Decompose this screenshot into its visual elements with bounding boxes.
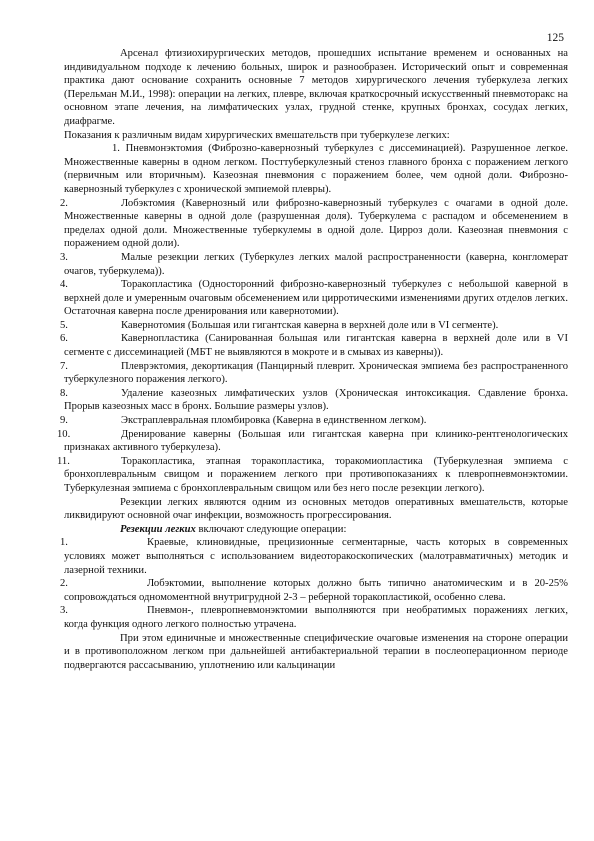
item-text: Дренирование каверны (Большая или гигантская каверна при клинико-рентгенологических признаках активного туберкулеза). <box>64 428 568 454</box>
item-number: 9. <box>60 415 68 427</box>
item-text: Удаление казеозных лимфатических узлов (Хроническая интоксикация. Сдавление бронха. Прорыв казеозных масс в бронх. Большие размеры узлов). <box>64 387 568 413</box>
item-number: 8. <box>60 387 68 399</box>
list-item <box>60 278 568 319</box>
item-text: Пневмон-, плевропневмонэктомии выполняются при необратимых поражениях легких, когда функция одного легкого полностью утрачена. <box>64 605 568 630</box>
item-text: Плеврэктомия, декортикация (Панцирный плеврит. Хроническая эмпиема без распространенного туберкулезного поражения легкого). <box>64 360 568 386</box>
list-item <box>60 360 568 387</box>
item-text: Кавернопластика (Санированная большая или гигантская каверна в верхней доле или в VI сегменте с диссеминацией (МБТ не выявляются в мокроте и в смывах из каверны)). <box>64 333 568 359</box>
item-text: Торакопластика (Односторонний фиброзно-кавернозный туберкулез с небольшой каверной в верхней доле и умеренным очаговым обсеменением или цирротическими изменениями других отделов легких. Остаточная каверна после дренирования или кавернотомии). <box>64 279 568 318</box>
list-item <box>60 319 568 333</box>
resections-list <box>60 536 568 631</box>
list-item <box>60 414 568 428</box>
item-text: Торакопластика, этапная торакопластика, торакомиопластика (Туберкулезная эмпиема с бронхоплевральным свищом и поражением легкого при противопоказаниях к плевропневмонэктомии. Туберкулезная эмпиема с бронхоплевральным свищом или без него после резекции легкого). <box>64 455 568 494</box>
resection-lead-rest: включают следующие операции: <box>195 523 347 535</box>
list-item <box>64 142 568 196</box>
resection-lead-bold: Резекции легких <box>120 523 196 535</box>
indications-list <box>57 142 568 495</box>
list-item <box>60 197 568 251</box>
item-text: Пневмонэктомия (Фиброзно-кавернозный туберкулез с диссеминацией). Разрушенное легкое. Множественные каверны в одном легком. Посттуберкулезный стеноз главного бронха с поражением легкого (первичным или вторичным). Казеозная пневмония с поражением более, чем одной доли. Фиброзно-кавернозный туберкулез с хронической эмпиемой плевры). <box>64 143 568 195</box>
list-item <box>60 604 568 631</box>
item-text: Лобэктомия (Кавернозный или фиброзно-кавернозный туберкулез с очагами в одной доле. Множественные каверны в одной доле (разрушенная доля). Туберкулема с распадом и обсеменением в пределах одной доли. Множественные туберкулемы в одной доле. Цирроз доли. Казеозная пневмония с поражением одной доли). <box>64 197 568 250</box>
item-text: Экстраплевральная пломбировка (Каверна в единственном легком). <box>121 415 427 427</box>
final-paragraph: При этом единичные и множественные специфические очаговые изменения на стороне операции и в противоположном легком при дальнейшей антибактериальной терапии в послеоперационном периоде подвергаются рассасыванию, уплотнению или кальцинации <box>64 632 568 671</box>
page-body <box>57 47 568 672</box>
item-number: 1. <box>60 537 68 549</box>
list-item <box>60 387 568 414</box>
item-text: Малые резекции легких (Туберкулез легких малой распространенности (каверна, конгломерат очагов, туберкулема)). <box>64 251 568 277</box>
item-text: Кавернотомия (Большая или гигантская каверна в верхней доле или в VI сегменте). <box>121 319 499 331</box>
item-number: 1. <box>112 143 120 155</box>
list-item <box>57 428 568 455</box>
item-text: Краевые, клиновидные, прецизионные сегментарные, часть которых в современных условиях может выполняться с использованием видеоторакоскопических (малотравматичных) методик и лазерной техники. <box>64 537 568 576</box>
list-item <box>57 455 568 496</box>
item-number: 3. <box>60 251 68 263</box>
resection-lead <box>64 523 568 537</box>
item-number: 6. <box>60 333 68 345</box>
item-text: Лобэктомии, выполнение которых должно быть типично анатомическим и в 20-25% сопровождаться одномоментной внутригрудной 2-3 – реберной торакопластикой, особенно слева. <box>64 578 568 603</box>
indications-heading: Показания к различным видам хирургических вмешательств при туберкулезе легких: <box>64 129 450 141</box>
list-item <box>60 332 568 359</box>
resection-paragraph: Резекции легких являются одним из основных методов оперативных вмешательств, которые ликвидируют основной очаг инфекции, возможность прогрессирования. <box>64 496 568 522</box>
item-number: 5. <box>60 319 68 331</box>
list-item <box>60 251 568 278</box>
item-number: 3. <box>60 605 68 617</box>
item-number: 7. <box>60 360 68 372</box>
page-number: 125 <box>546 32 564 44</box>
list-item <box>60 536 568 577</box>
item-number: 2. <box>60 197 68 209</box>
item-number: 11. <box>57 455 70 467</box>
item-number: 4. <box>60 279 68 291</box>
item-number: 10. <box>57 428 71 440</box>
list-item <box>60 577 568 604</box>
intro-paragraph: Арсенал фтизиохирургических методов, прошедших испытание временем и основанных на индивидуальном подходе к лечению больных, широк и разнообразен. Исторический опыт и современная практика дают основание сохранить основные 7 методов хирургического лечения туберкулеза легких (Перельман М.И., 1998): операции на легких, плевре, включая краткосрочный искусственный пневмоторакс на основном этапе лечения, на лимфатических узлах, грудной стенке, крупных бронхах, сосудах легких, диафрагме. <box>64 48 568 127</box>
item-number: 2. <box>60 578 68 590</box>
